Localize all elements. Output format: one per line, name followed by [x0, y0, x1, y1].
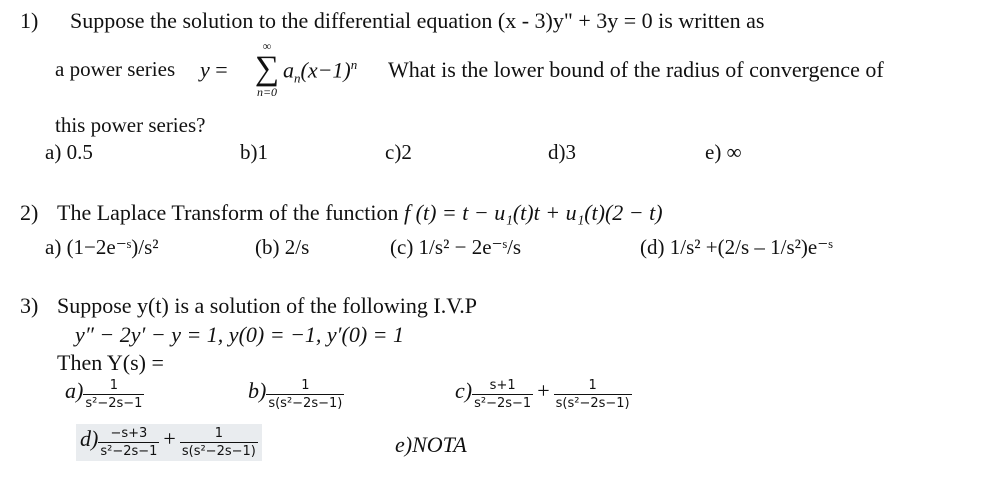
q1-number: 1) [20, 8, 39, 33]
fraction: $\frac{1}{\text{s(s²−2s−1)}}$ [555, 378, 630, 411]
sum-lower-limit: n=0 [256, 85, 278, 99]
sigma-icon: ∑ [254, 50, 280, 87]
q2-option-c[interactable]: (c) 1/s² − 2e⁻ˢ/s [390, 235, 522, 259]
q2-option-b[interactable]: (b) 2/s [255, 235, 310, 259]
q2-function: f (t) = t − u₁(t)t + u₁(t)(2 − t) [404, 200, 663, 225]
q1-option-c[interactable]: c)2 [385, 140, 412, 164]
q1-option-b[interactable]: b)1 [240, 140, 268, 164]
q1-stem-line1: Suppose the solution to the differential equation (x - 3)y" + 3y = 0 is written as [70, 8, 765, 33]
q3-stem: Suppose y(t) is a solution of the following I.V.P [57, 293, 478, 318]
q1-stem-line2-prefix: a power series [55, 57, 176, 81]
q2-stem: The Laplace Transform of the function f (t) = t − u₁(t)t + u₁(t)(2 − t) [57, 200, 663, 225]
q3-option-d[interactable]: d) $\frac{-s+3}{\text{s²−2s−1}}$ + $\frac{1}{\text{s(s²−2s−1)}}$ [76, 424, 262, 461]
q3-option-b[interactable]: b) $\frac{1}{\text{s(s²−2s−1)}}$ [248, 378, 343, 411]
fraction: $\frac{s+1}{\text{s²−2s−1}}$ [474, 378, 532, 411]
q1-option-a[interactable]: a) 0.5 [45, 140, 93, 164]
series-term: $a_n(x-1)^n$ [283, 57, 358, 86]
q1-option-e[interactable]: e) ∞ [705, 140, 742, 164]
q3-number: 3) [20, 293, 39, 318]
q2-option-a[interactable]: a) (1−2e⁻ˢ)/s² [45, 235, 159, 259]
q3-option-e[interactable]: e)NOTA [395, 432, 467, 457]
q2-option-d[interactable]: (d) 1/s² +(2/s – 1/s²)e⁻ˢ [640, 235, 833, 259]
fraction: $\frac{-s+3}{\text{s²−2s−1}}$ [100, 426, 158, 459]
q1-series-y: y = [200, 57, 228, 82]
fraction: $\frac{1}{\text{s²−2s−1}}$ [85, 378, 143, 411]
fraction: $\frac{1}{\text{s(s²−2s−1)}}$ [181, 426, 256, 459]
fraction: $\frac{1}{\text{s(s²−2s−1)}}$ [268, 378, 343, 411]
q1-stem-line3: this power series? [55, 113, 206, 137]
q2-number: 2) [20, 200, 39, 225]
q3-option-c[interactable]: c) $\frac{s+1}{\text{s²−2s−1}}$ + $\frac{1}{\text{s(s²−2s−1)}}$ [455, 378, 630, 411]
q3-then: Then Y(s) = [57, 350, 164, 375]
q3-option-a[interactable]: a) $\frac{1}{\text{s²−2s−1}}$ [65, 378, 143, 411]
q1-option-d[interactable]: d)3 [548, 140, 576, 164]
sum-upper-limit: ∞ [262, 39, 272, 53]
q3-ivp: y″ − 2y′ − y = 1, y(0) = −1, y′(0) = 1 [75, 322, 404, 347]
q1-stem-line2-suffix: What is the lower bound of the radius of convergence of [388, 57, 884, 82]
sum-symbol [252, 40, 282, 98]
